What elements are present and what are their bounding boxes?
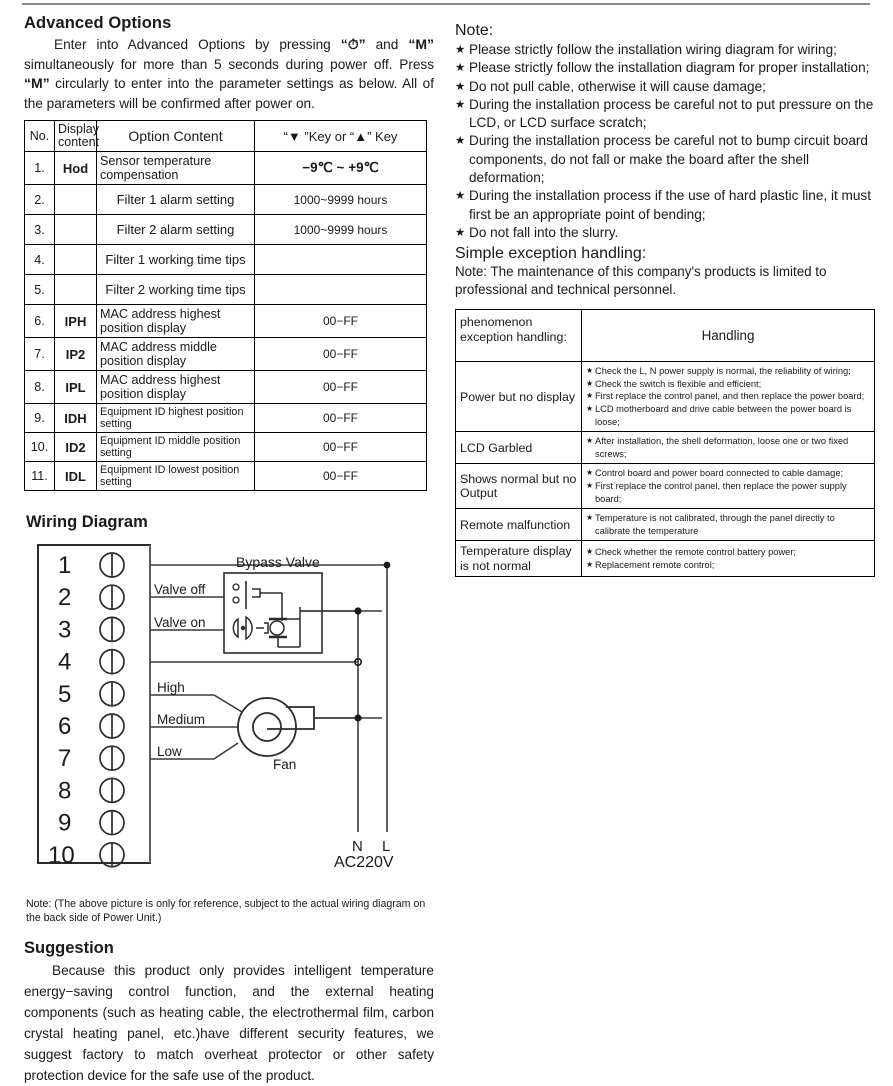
wiring-diagram-figure: [24, 537, 434, 889]
exception-header-row: [456, 310, 875, 362]
terminal-5: [58, 681, 124, 708]
terminal-number: 2: [58, 584, 72, 612]
wire-low-to-fan: [214, 743, 238, 759]
star-icon: ★: [455, 98, 466, 111]
star-icon: ★: [586, 481, 594, 491]
advanced-para-4: circularly to enter into the parameter settings as below. All of the parameters will be confirmed after power on.: [24, 76, 434, 111]
terminal-number: 10: [48, 841, 75, 869]
cell-option-content: Filter 1 working time tips: [97, 245, 255, 275]
fan-symbol: [238, 698, 382, 756]
clock-key-glyph: “⏱”: [340, 36, 366, 52]
star-icon: ★: [586, 547, 594, 557]
table-row: [456, 362, 875, 432]
cell-display-content: IDH: [55, 404, 97, 433]
simple-exception-heading: Simple exception handling:: [455, 245, 647, 263]
table-row: [25, 371, 427, 404]
table-row: [456, 432, 875, 464]
note-item-text: During the installation process be careful not to put pressure on the LCD, or LCD surface scratch;: [469, 96, 874, 131]
handling-item: [586, 559, 870, 572]
table-row: [25, 215, 427, 245]
table-row: [25, 433, 427, 462]
cell-display-content: IPL: [55, 371, 97, 404]
m-key-glyph-1: “M”: [408, 36, 434, 52]
terminal-number: 9: [58, 809, 72, 837]
handling-item: [586, 378, 870, 391]
wiring-diagram-heading: Wiring Diagram: [26, 513, 148, 531]
cell-key-range: 00−FF: [255, 371, 427, 404]
cell-key-range: 00−FF: [255, 462, 427, 491]
cell-no: 11.: [25, 462, 55, 491]
col-header-no: No.: [25, 121, 55, 152]
table-row: [25, 305, 427, 338]
col-header-key: “▼ ”Key or “▲” Key: [255, 121, 427, 152]
star-icon: ★: [586, 378, 594, 388]
terminal-number: 5: [58, 680, 72, 708]
fan-low-label: Low: [157, 744, 182, 759]
line-label: L: [382, 838, 391, 855]
cell-phenomenon: Remote malfunction: [456, 509, 582, 541]
note-item-text: Do not fall into the slurry.: [469, 224, 619, 240]
note-item-text: Please strictly follow the installation diagram for proper installation;: [469, 60, 870, 76]
star-icon: ★: [586, 436, 594, 446]
star-icon: ★: [586, 559, 594, 569]
table-row: [25, 245, 427, 275]
right-column: [455, 22, 875, 577]
cell-phenomenon: LCD Garbled: [456, 432, 582, 464]
note-item: [455, 59, 875, 77]
handling-item-text: Check the switch is flexible and efficient;: [595, 378, 762, 389]
star-icon: ★: [586, 391, 594, 401]
cell-display-content: [55, 215, 97, 245]
cell-no: 1.: [25, 152, 55, 185]
cell-display-content: ID2: [55, 433, 97, 462]
suggestion-heading: Suggestion: [24, 939, 114, 957]
star-icon: ★: [586, 404, 594, 414]
advanced-para-3: simultaneously for more than 5 seconds during power off. Press: [24, 56, 434, 72]
handling-item: [586, 467, 870, 480]
handling-item-text: Temperature is not calibrated, through the panel directly to calibrate the temperature: [595, 513, 835, 536]
cell-display-content: [55, 245, 97, 275]
handling-item: [586, 403, 870, 428]
note-list: [455, 41, 875, 242]
cell-key-range: 00−FF: [255, 338, 427, 371]
fan-high-label: High: [157, 680, 185, 695]
cell-no: 2.: [25, 185, 55, 215]
cell-no: 5.: [25, 275, 55, 305]
fan-medium-label: Medium: [157, 712, 206, 727]
exception-col-header-handling: Handling: [582, 310, 875, 362]
valve-off-label: Valve off: [154, 582, 206, 597]
table-row: [25, 462, 427, 491]
exception-table-body: [456, 310, 875, 577]
cell-option-content: MAC address middle position display: [97, 338, 255, 371]
table-row: [25, 404, 427, 433]
simple-exception-note: Note: The maintenance of this company's products is limited to professional and technical personnel.: [455, 264, 827, 298]
valve-on-label: Valve on: [154, 615, 206, 630]
terminal-10: [48, 842, 124, 869]
terminal-2: [58, 584, 124, 611]
terminal-9: [58, 810, 124, 837]
cell-handling: [582, 432, 875, 464]
cell-handling: [582, 362, 875, 432]
cell-display-content: Hod: [55, 152, 97, 185]
cell-option-content: Sensor temperature compensation: [97, 152, 255, 185]
cell-display-content: IP2: [55, 338, 97, 371]
advanced-options-paragraph: [24, 35, 434, 113]
cell-key-range: 1000~9999 hours: [255, 185, 427, 215]
cell-key-range: [255, 245, 427, 275]
cell-handling: [582, 464, 875, 509]
table-row: [25, 152, 427, 185]
star-icon: ★: [455, 190, 466, 203]
cell-key-range: 00−FF: [255, 404, 427, 433]
handling-item: [586, 512, 870, 537]
cell-no: 9.: [25, 404, 55, 433]
note-item-text: During the installation process be careful not to bump circuit board components, do not fall or make the board after the shell deformation;: [469, 133, 868, 186]
table-row: [456, 509, 875, 541]
cell-no: 3.: [25, 215, 55, 245]
cell-option-content: Equipment ID highest position setting: [97, 404, 255, 433]
exception-col-header-phenomenon: phenomenon exception handling:: [456, 310, 582, 362]
cell-handling: [582, 509, 875, 541]
table-row: [25, 275, 427, 305]
suggestion-body: [24, 960, 434, 1086]
cell-handling: [582, 541, 875, 577]
cell-display-content: IDL: [55, 462, 97, 491]
cell-display-content: [55, 185, 97, 215]
advanced-para-1: Enter into Advanced Options by pressing: [54, 37, 331, 52]
options-table-head: [25, 121, 427, 152]
terminal-number: 8: [58, 777, 72, 805]
suggestion-text: Because this product only provides intelligent temperature energy−saving control function, and the external heating components (such as heating cable, the electrothermal film, carbon crystal heating panel, etc.)have different security features, we suggest factory to match overheat protector or other safety protection device for the safe use of the product.: [24, 963, 434, 1083]
handling-item-text: After installation, the shell deformation, loose one or two fixed screws;: [595, 436, 849, 459]
junction-dot-fan: [354, 714, 361, 721]
star-icon: ★: [455, 44, 466, 56]
terminal-number: 1: [58, 552, 72, 579]
cell-no: 4.: [25, 245, 55, 275]
star-icon: ★: [455, 80, 466, 93]
fan-label: Fan: [273, 757, 297, 772]
cell-option-content: Filter 2 working time tips: [97, 275, 255, 305]
options-header-row: [25, 121, 427, 152]
cell-phenomenon: Power but no display: [456, 362, 582, 432]
terminal-7: [58, 745, 124, 772]
handling-item: [586, 390, 870, 403]
terminal-number: 4: [58, 648, 72, 676]
cell-phenomenon: Temperature display is not normal: [456, 541, 582, 577]
handling-item: [586, 480, 870, 505]
handling-item-text: Check the L, N power supply is normal, the reliability of wiring;: [595, 366, 851, 377]
note-item: [455, 78, 875, 96]
wiring-diagram-section: [24, 513, 434, 893]
note-item: [455, 96, 875, 133]
junction-dot-line-top: [384, 562, 391, 569]
note-item: [455, 41, 875, 59]
terminal-block-outline: [38, 545, 150, 863]
terminal-number: 7: [58, 745, 72, 773]
star-icon: ★: [586, 513, 594, 523]
cell-key-range: −9℃ ~ +9℃: [255, 152, 427, 185]
cell-key-range: 1000~9999 hours: [255, 215, 427, 245]
handling-item-text: Check whether the remote control battery power;: [595, 547, 797, 558]
cell-option-content: MAC address highest position display: [97, 371, 255, 404]
cell-option-content: Filter 1 alarm setting: [97, 185, 255, 215]
advanced-para-2: and: [375, 37, 399, 52]
col-header-option: Option Content: [97, 121, 255, 152]
terminal-number: 6: [58, 713, 72, 740]
options-table-body: [25, 152, 427, 491]
handling-item-text: Control board and power board connected to cable damage;: [595, 468, 844, 479]
cell-option-content: Filter 2 alarm setting: [97, 215, 255, 245]
handling-item: [586, 435, 870, 460]
terminal-3: [58, 616, 124, 643]
cell-display-content: IPH: [55, 305, 97, 338]
note-item: [455, 224, 875, 242]
wiring-reference-note: Note: (The above picture is only for reference, subject to the actual wiring diagram on the back side of Power Unit.): [26, 898, 426, 924]
junction-dot-bypass: [354, 607, 361, 614]
table-row: [456, 464, 875, 509]
handling-item-text: Replacement remote control;: [595, 559, 715, 570]
terminal-1: [58, 552, 124, 579]
star-icon: ★: [455, 62, 466, 75]
note-item: [455, 187, 875, 224]
left-column: [24, 14, 434, 1086]
star-icon: ★: [586, 468, 594, 478]
note-item: [455, 132, 875, 187]
advanced-options-heading: Advanced Options: [24, 14, 172, 32]
cell-key-range: 00−FF: [255, 305, 427, 338]
m-key-glyph-2: “M”: [24, 75, 50, 91]
cell-option-content: Equipment ID middle position setting: [97, 433, 255, 462]
col-header-display: Display content: [55, 121, 97, 152]
terminal-number: 3: [58, 616, 72, 644]
terminal-6: [58, 713, 124, 740]
note-item-text: Do not pull cable, otherwise it will cause damage;: [469, 78, 766, 94]
cell-phenomenon: Shows normal but no Output: [456, 464, 582, 509]
exception-handling-table: [455, 309, 875, 577]
handling-item-text: LCD motherboard and drive cable between the power board is loose;: [595, 404, 852, 427]
ac-supply-label: AC220V: [334, 854, 394, 871]
table-row: [456, 541, 875, 577]
cell-key-range: [255, 275, 427, 305]
table-row: [25, 185, 427, 215]
note-item-text: Please strictly follow the installation wiring diagram for wiring;: [469, 42, 837, 57]
terminal-list: [48, 552, 124, 869]
handling-item: [586, 546, 870, 559]
cell-no: 8.: [25, 371, 55, 404]
wire-high-to-fan: [214, 695, 242, 712]
star-icon: ★: [455, 135, 466, 148]
handling-item: [586, 365, 870, 378]
star-icon: ★: [586, 366, 594, 376]
cell-option-content: Equipment ID lowest position setting: [97, 462, 255, 491]
table-row: [25, 338, 427, 371]
cell-no: 7.: [25, 338, 55, 371]
terminal-4: [58, 649, 124, 676]
terminal-8: [58, 777, 124, 804]
star-icon: ★: [455, 226, 466, 239]
advanced-options-table: [24, 120, 427, 491]
handling-item-text: First replace the control panel, then replace the power supply board;: [595, 481, 847, 504]
page-top-rule: [22, 3, 870, 5]
cell-no: 6.: [25, 305, 55, 338]
note-item-text: During the installation process if the use of hard plastic line, it must first be an appropriate point of bending;: [469, 188, 871, 222]
neutral-label: N: [352, 838, 363, 855]
cell-no: 10.: [25, 433, 55, 462]
handling-item-text: First replace the control panel, and then replace the power board;: [595, 391, 865, 402]
cell-display-content: [55, 275, 97, 305]
cell-option-content: MAC address highest position display: [97, 305, 255, 338]
note-heading: Note:: [455, 22, 494, 39]
bypass-valve-label: Bypass Valve: [236, 554, 320, 570]
cell-key-range: 00−FF: [255, 433, 427, 462]
